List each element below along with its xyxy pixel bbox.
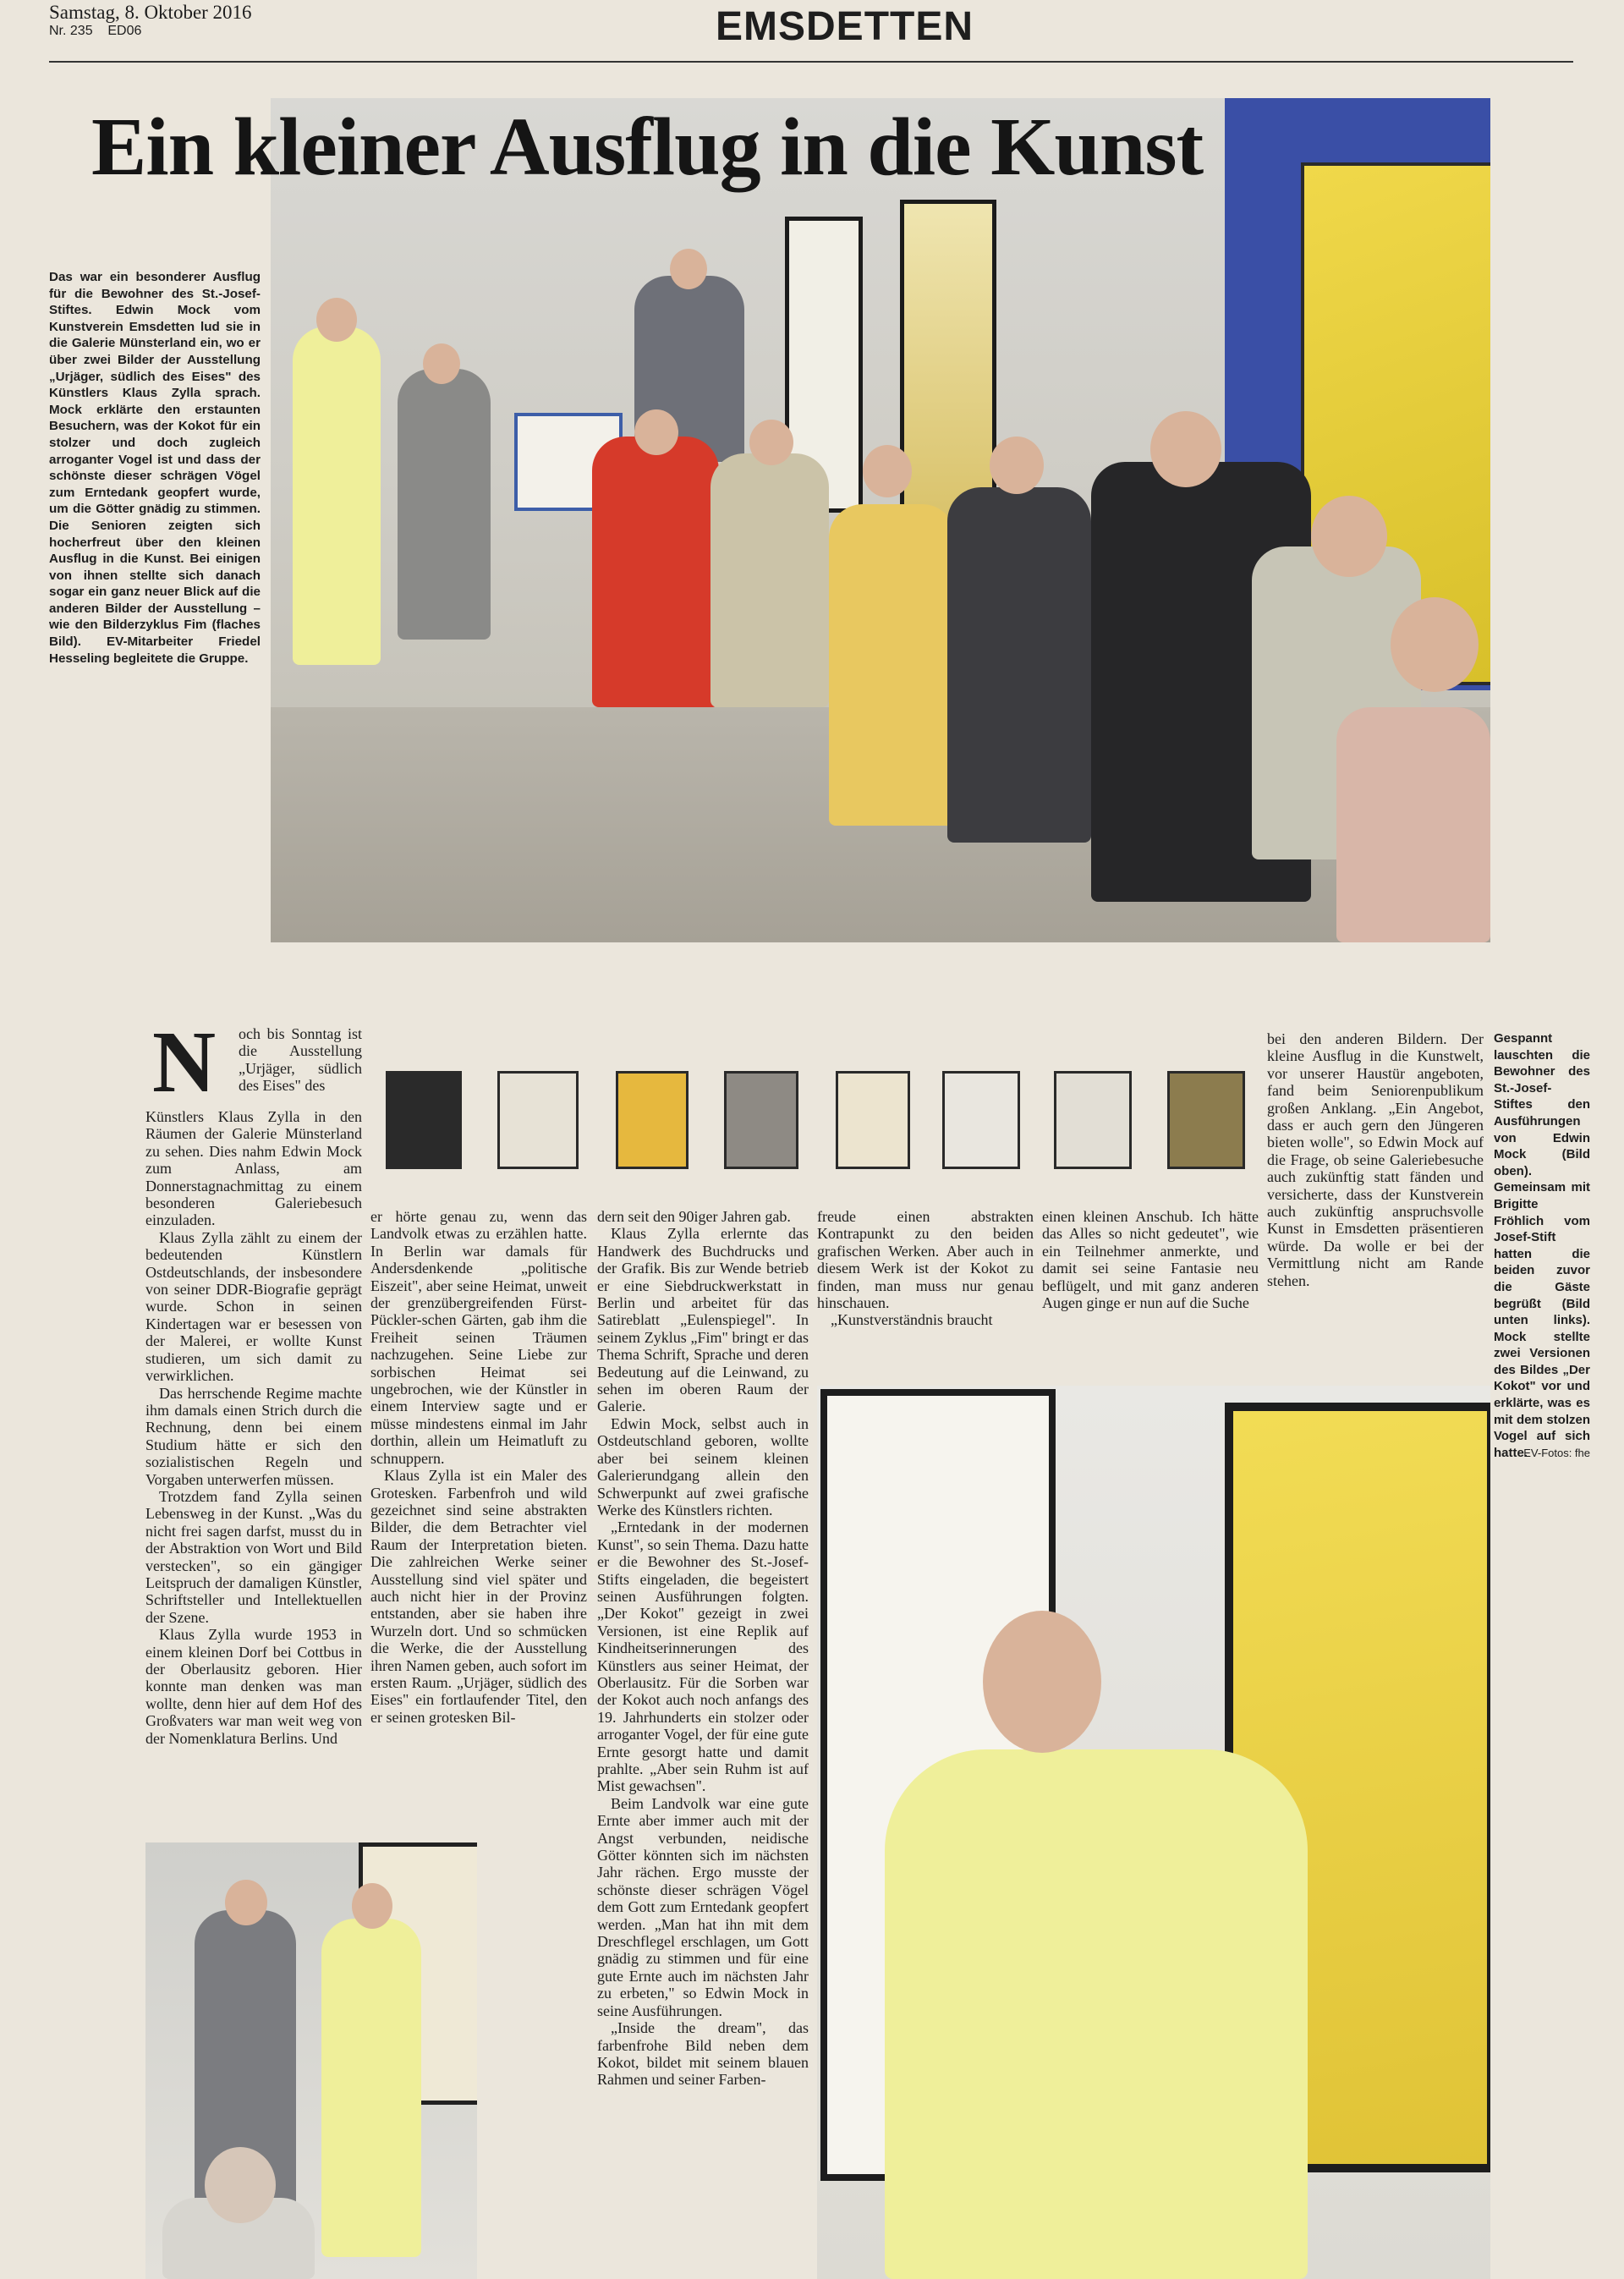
seated-guest-back-head [205, 2147, 276, 2223]
article-column-5 [1042, 1208, 1259, 1311]
man-edwin-small-head [352, 1883, 392, 1929]
paragraph: Klaus Zylla ist ein Maler des Grotesken. Farbenfroh und wild gezeichnet sind seine abstrakten Bilder, die dem Betrachter viel Raum der Interpretation bieten. Die zahlreichen Werke seiner Ausstellung sind viel später und auch nicht hier in der Provinz entstanden, aber sie haben ihre Wurzeln dort. Und so schmücken die Werke, die der Ausstellung ihren Namen geben, auch sofort im ersten Raum. „Urjäger, südlich des Eises" ein fortlaufender Titel, den er seinen grotesken Bil- [370, 1467, 587, 1726]
seated-woman-head [423, 343, 460, 384]
standing-man-head [316, 298, 357, 342]
paragraph: Klaus Zylla zählt zu einem der bedeutenden Künstlern Ostdeutschlands, der insbesondere von seiner DDR-Biografie geprägt wurde. Schon in seinen Kindertagen war er besessen von der Malerei, er wollte Kunst studieren, um sich damit zu verwirklichen. [145, 1228, 362, 1385]
article-column-2 [370, 1208, 587, 1726]
photo-greeting [145, 1842, 477, 2279]
woman-pink-jacket [1336, 707, 1490, 942]
paragraph: „Kunstverständnis braucht [831, 1311, 993, 1329]
woman-black-jacket-head [990, 437, 1044, 494]
woman-red-jacket [592, 437, 719, 707]
edwin-mock-head [983, 1611, 1101, 1753]
paragraph: einen kleinen Anschub. Ich hätte das Alles so nicht gedeutet", wie ein Teilnehmer anmerkte, und damit sei seine Fantasie neu beflügelt, und mit ganz anderen Augen ginge er nun auf die Suche [1042, 1208, 1259, 1312]
paragraph: bei den anderen Bildern. Der kleine Ausflug in die Kunstwelt, vor unserer Haustür angeboten, fand beim Seniorenpublikum großen Anklang. „Ein Angebot, dass er auch gern den Jüngeren bieten wolle", so Edwin Mock auf die Frage, ob seine Galeriebesuche auch zukünftig statt fänden und versicherte, dass der Kunstverein auch zukünftig anspruchsvolle Kunst in Emsdetten präsentieren würde. Da wolle er bei der Vermittlung nicht am Rande stehen. [1267, 1030, 1484, 1289]
article-column-3 [597, 1208, 809, 2089]
paragraph: freude einen abstrakten Kontrapunkt zu den beiden grafischen Werken. Aber auch in diesem Werk ist der Kokot zu finden, man muss nur genau hinschauen. [817, 1208, 1034, 1312]
woman-brigitte-head [225, 1880, 267, 1925]
standing-man [293, 327, 381, 665]
paragraph: „Erntedank in der modernen Kunst", so sein Thema. Dazu hatte er die Bewohner des St.-Josef-Stifts eingeladen, die begeistert seinen Ausführungen folgten. „Der Kokot" gezeigt in zwei Versionen, ist eine Replik auf Kindheitserinnerungen des Künstlers aus seiner Heimat, der Oberlausitz. Für die Sorben war der Kokot auch noch anfangs des 19. Jahrhunderts ein stolzer oder arroganter Vogel, der für eine gute Ernte gesorgt hatte und damit prahlte. „Aber sein Ruhm ist auf Mist gewachsen". [597, 1518, 809, 1795]
photo-seniors-in-gallery [271, 98, 1490, 942]
article-intro-a [239, 1025, 362, 1095]
headline: Ein kleiner Ausflug in die Kunst [91, 102, 1204, 193]
woman-red-jacket-head [634, 409, 678, 455]
woman-with-blanket [829, 504, 956, 826]
painting-thumb-5 [836, 1071, 910, 1169]
painting-thumb-1 [386, 1071, 462, 1169]
issue-number [49, 24, 141, 39]
photo-credit: EV-Fotos: fhe [1523, 1447, 1590, 1459]
painting-thumb-6 [942, 1071, 1020, 1169]
article-column-6 [1267, 1030, 1484, 1289]
woman-with-blanket-head [863, 445, 912, 497]
man-in-grey-jacket-head [670, 249, 707, 289]
paragraph: Trotzdem fand Zylla seinen Lebensweg in der Kunst. „Was du nicht frei sagen darfst, musst du in der Abstraktion von Wort und Bild verstecken", so ein gängiger Leitspruch der damaligen Künstler, Schriftsteller und Intellektuellen der Szene. [145, 1487, 362, 1626]
yellow-bird-artwork [900, 200, 996, 530]
drop-cap: N [152, 1013, 217, 1111]
painting-thumb-7 [1054, 1071, 1132, 1169]
woman-khaki-jacket-head [1311, 496, 1387, 577]
edition-label: ED06 [107, 24, 142, 38]
intro-line: och bis Sonntag ist die Ausstellung „Urjäger, südlich des Eises" des [239, 1025, 362, 1095]
article-column-4 [817, 1208, 1034, 1329]
paragraph: Edwin Mock, selbst auch in Ostdeutschland geboren, wollte aber bei seinem kleinen Galerierundgang allein den Schwerpunkt auf zwei grafische Werke des Künstlers richten. [597, 1414, 809, 1518]
paragraph: Das herrschende Regime machte ihm damals einen Strich durch die Rechnung, denn bei einem Studium hätte er sich den sozialistischen Regeln und Vorgaben unterwerfen müssen. [145, 1384, 362, 1488]
painting-thumb-4 [724, 1071, 798, 1169]
woman-beige-jacket [710, 453, 829, 707]
header-rule [49, 61, 1573, 63]
seated-woman [398, 369, 491, 640]
paragraph: Künstlers Klaus Zylla in den Räumen der Galerie Münsterland zu sehen. Dies nahm Edwin Mock zum Anlass, am Donnerstagnachmittag zu einem besonderen Galeriebesuch einzuladen. [145, 1108, 362, 1229]
man-black-jacket-head [1150, 411, 1221, 487]
photo-caption-top: Das war ein besonderer Ausflug für die Bewohner des St.-Josef-Stiftes. Edwin Mock vom Kunstverein Emsdetten lud sie in die Galerie Münsterland ein, wo er über zwei Bilder der Ausstellung „Urjäger, südlich des Eises" des Künstlers Klaus Zylla sprach. Mock erklärte den erstaunten Besuchern, was der Kokot für ein stolzer und doch zugleich arroganter Vogel ist und dass der schönste dieser schrägen Vögel zum Erntedank geopfert wurde, um die Götter gnädig zu stimmen. Die Senioren zeigten sich hocherfreut über den kleinen Ausflug in die Kunst. Bei einigen von ihnen stellte sich danach sogar ein ganz neuer Blick auf die anderen Bilder der Ausstellung – wie den Bilderzyklus Fim (flaches Bild). EV-Mitarbeiter Friedel Hesseling begleitete die Gruppe. [49, 270, 261, 666]
article-column-1 [145, 1108, 362, 1747]
photo-edwin-mock-kokot [817, 1386, 1490, 2279]
paragraph: er hörte genau zu, wenn das Landvolk etwas zu erzählen hatte. In Berlin war damals für Andersdenkende „politische Eiszeit", aber seine Heimat, unweit der grenzübergreifenden Fürst-Pückler-schen Gärten, gab ihm die Freiheit seinen Träumen nachzugehen. Seine Liebe zur sorbischen Heimat sei ungebrochen, wie der Künstler in einem Interview sagte und er müsse mindestens einmal im Jahr dorthin, allein um Heimatluft zu schnuppern. [370, 1208, 587, 1467]
section-title: EMSDETTEN [716, 4, 974, 49]
painting-thumb-2 [497, 1071, 579, 1169]
man-edwin-small [321, 1919, 421, 2257]
paragraph: Klaus Zylla wurde 1953 in einem kleinen Dorf bei Cottbus in der Oberlausitz geboren. Hier konnte man denken was man wollte, denn hier auf dem Hof des Großvaters war man weit weg von der Nomenklatura Berlins. Und [145, 1626, 362, 1747]
paragraph: Klaus Zylla erlernte das Handwerk des Buchdrucks und der Grafik. Bis zur Wende betrieb er eine Siebdruckwerkstatt in Berlin und arbeitet für das Satireblatt „Eulenspiegel". In seinem Zyklus „Fim" bringt er das Thema Schrift, Sprache und deren Bedeutung auf die Leinwand, zu sehen im oberen Raum der Galerie. [597, 1225, 809, 1415]
paragraph: Beim Landvolk war eine gute Ernte aber immer auch mit der Angst verbunden, neidische Götter könnten sich im nächsten Jahr rächen. Ergo musste der schönste dieser schrägen Vögel dem Gott zum Erntedank geopfert werden. „Man hat ihn mit dem Dreschflegel erschlagen, um Gott gnädig zu stimmen und für eine gute Ernte auch im nächsten Jahr zu erbeten," so Edwin Mock in seine Ausführungen. [597, 1794, 809, 2019]
woman-black-jacket [947, 487, 1091, 843]
woman-pink-jacket-head [1391, 597, 1479, 692]
photo-caption-right: Gespannt lauschten die Bewohner des St.-Josef-Stiftes den Ausführungen von Edwin Mock (Bild oben). Gemeinsam mit Brigitte Fröhlich vom Josef-Stift hatten die beiden zuvor die Gäste begrüßt (Bild unten links). Mock stellte zwei Versionen des Bildes „Der Kokot" vor und erklärte, was es mit dem stolzen Vogel auf sich hatte. [1494, 1031, 1590, 1460]
paragraph: dern seit den 90iger Jahren gab. [597, 1208, 791, 1225]
woman-beige-jacket-head [749, 420, 793, 465]
publication-date: Samstag, 8. Oktober 2016 [49, 2, 252, 23]
painting-thumb-3 [616, 1071, 689, 1169]
issue-label: Nr. 235 [49, 24, 93, 38]
painting-thumb-8 [1167, 1071, 1245, 1169]
edwin-mock [885, 1749, 1308, 2279]
paragraph: „Inside the dream", das farbenfrohe Bild neben dem Kokot, bildet mit seinem blauen Rahmen und seiner Farben- [597, 2019, 809, 2089]
